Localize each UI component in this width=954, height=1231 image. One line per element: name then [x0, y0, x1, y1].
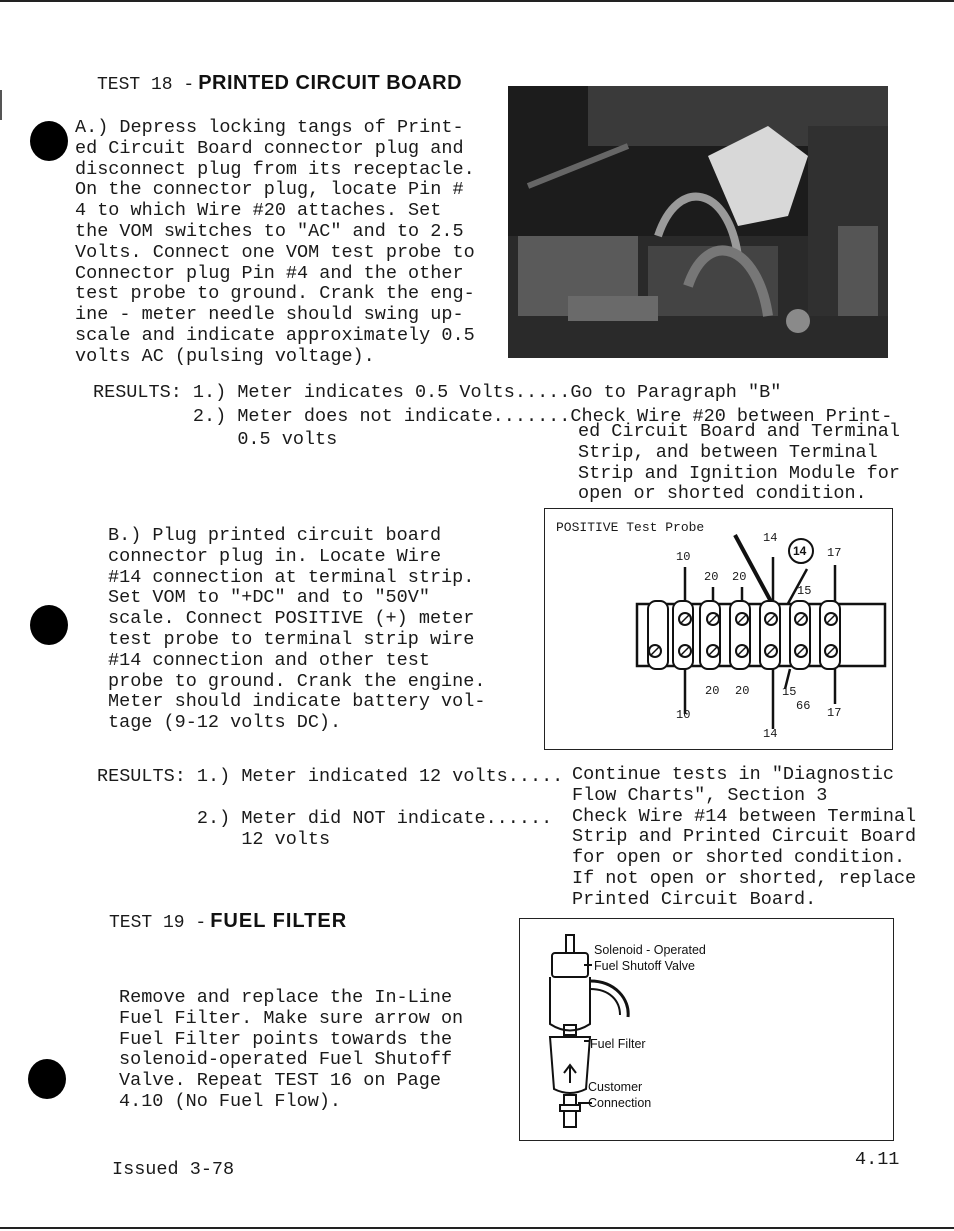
wire-label-bottom-15: 15: [782, 685, 797, 699]
test19-title: FUEL FILTER: [210, 910, 348, 932]
wire-label-bottom-20b: 20: [735, 684, 750, 698]
wire-label-bottom-20a: 20: [705, 684, 720, 698]
wire-label-bottom-14: 14: [763, 727, 778, 741]
page-number: 4.11: [855, 1149, 900, 1170]
page-top-edge: [0, 0, 954, 2]
test18-heading: [97, 72, 462, 95]
wire-label-top-17: 17: [827, 546, 842, 560]
test19-paragraph: Remove and replace the In-Line Fuel Filter. Make sure arrow on Fuel Filter points towards the solenoid-operated Fuel Shutoff Valve. Repeat TEST 16 on Page 4.10 (No Fuel Flow).: [119, 987, 464, 1112]
wire-label-bottom-10: 10: [676, 708, 691, 722]
test18-paragraph-a: A.) Depress locking tangs of Print- ed Circuit Board connector plug and disconnect plug from its receptacle. On the connector plug, locate Pin # 4 to which Wire #20 attaches. Set the VOM switches to "AC" and to 2.5 Volts. Connect one VOM test probe to Connector plug Pin #4 and the other test probe to ground. Crank the eng- ine - meter needle should swing up- scale and indicate approximately 0.5 volts AC (pulsing voltage).: [75, 117, 475, 367]
binder-hole-bottom: [28, 1059, 66, 1099]
page-bottom-edge: [0, 1227, 954, 1229]
test18-prefix: TEST 18 -: [97, 75, 195, 95]
test18-results-a-action: ed Circuit Board and Terminal Strip, and between Terminal Strip and Ignition Module for open or shorted condition.: [578, 421, 900, 505]
terminal-strip-diagram: [544, 508, 893, 750]
wire-label-top-14: 14: [763, 531, 778, 545]
issued-date: Issued 3-78: [112, 1159, 235, 1180]
test19-heading: [109, 910, 347, 933]
test18-results-a: RESULTS: 1.) Meter indicates 0.5 Volts.....Go to Paragraph "B" 2.) Meter does not indicate.......Check Wire #20 between Print- 0.5 volts: [93, 382, 893, 450]
customer-connection-label: Customer Connection: [588, 1080, 652, 1110]
wire-label-top-20b: 20: [732, 570, 747, 584]
wire-label-bottom-17: 17: [827, 706, 842, 720]
wire-label-top-20a: 20: [704, 570, 719, 584]
probe-label: POSITIVE Test Probe: [556, 520, 705, 535]
wire-label-top-10: 10: [676, 550, 691, 564]
circuit-board-photo: [508, 86, 888, 358]
circuit-board-photo-graphic: [508, 86, 888, 358]
solenoid-label: Solenoid - Operated Fuel Shutoff Valve: [594, 943, 706, 973]
wire-label-bottom-66: 66: [796, 699, 811, 713]
test18-results-b-action: Continue tests in "Diagnostic Flow Charts", Section 3 Check Wire #14 between Terminal Strip and Printed Circuit Board for open or shorted condition. If not open or shorted, replace Printed Circuit Board.: [572, 764, 917, 910]
wire-label-circled-14: 14: [793, 544, 807, 558]
binder-hole-top: [30, 121, 68, 161]
test18-results-b: RESULTS: 1.) Meter indicated 12 volts..... 2.) Meter did NOT indicate...... 12 volts: [97, 766, 564, 850]
fuel-filter-graphic: [520, 919, 893, 1140]
test18-paragraph-b: B.) Plug printed circuit board connector plug in. Locate Wire #14 connection at terminal strip. Set VOM to "+DC" and to "50V" scale. Connect POSITIVE (+) meter test probe to terminal strip wire #14 connection and other test probe to ground. Crank the engine. Meter should indicate battery vol- tage (9-12 volts DC).: [108, 525, 486, 734]
fuel-filter-label: Fuel Filter: [590, 1037, 646, 1051]
test18-title: PRINTED CIRCUIT BOARD: [198, 72, 463, 94]
binder-hole-middle: [30, 605, 68, 645]
wire-label-top-15: 15: [797, 584, 812, 598]
fuel-filter-diagram: [519, 918, 894, 1141]
page-left-edge: [0, 90, 2, 120]
test19-prefix: TEST 19 -: [109, 913, 207, 933]
